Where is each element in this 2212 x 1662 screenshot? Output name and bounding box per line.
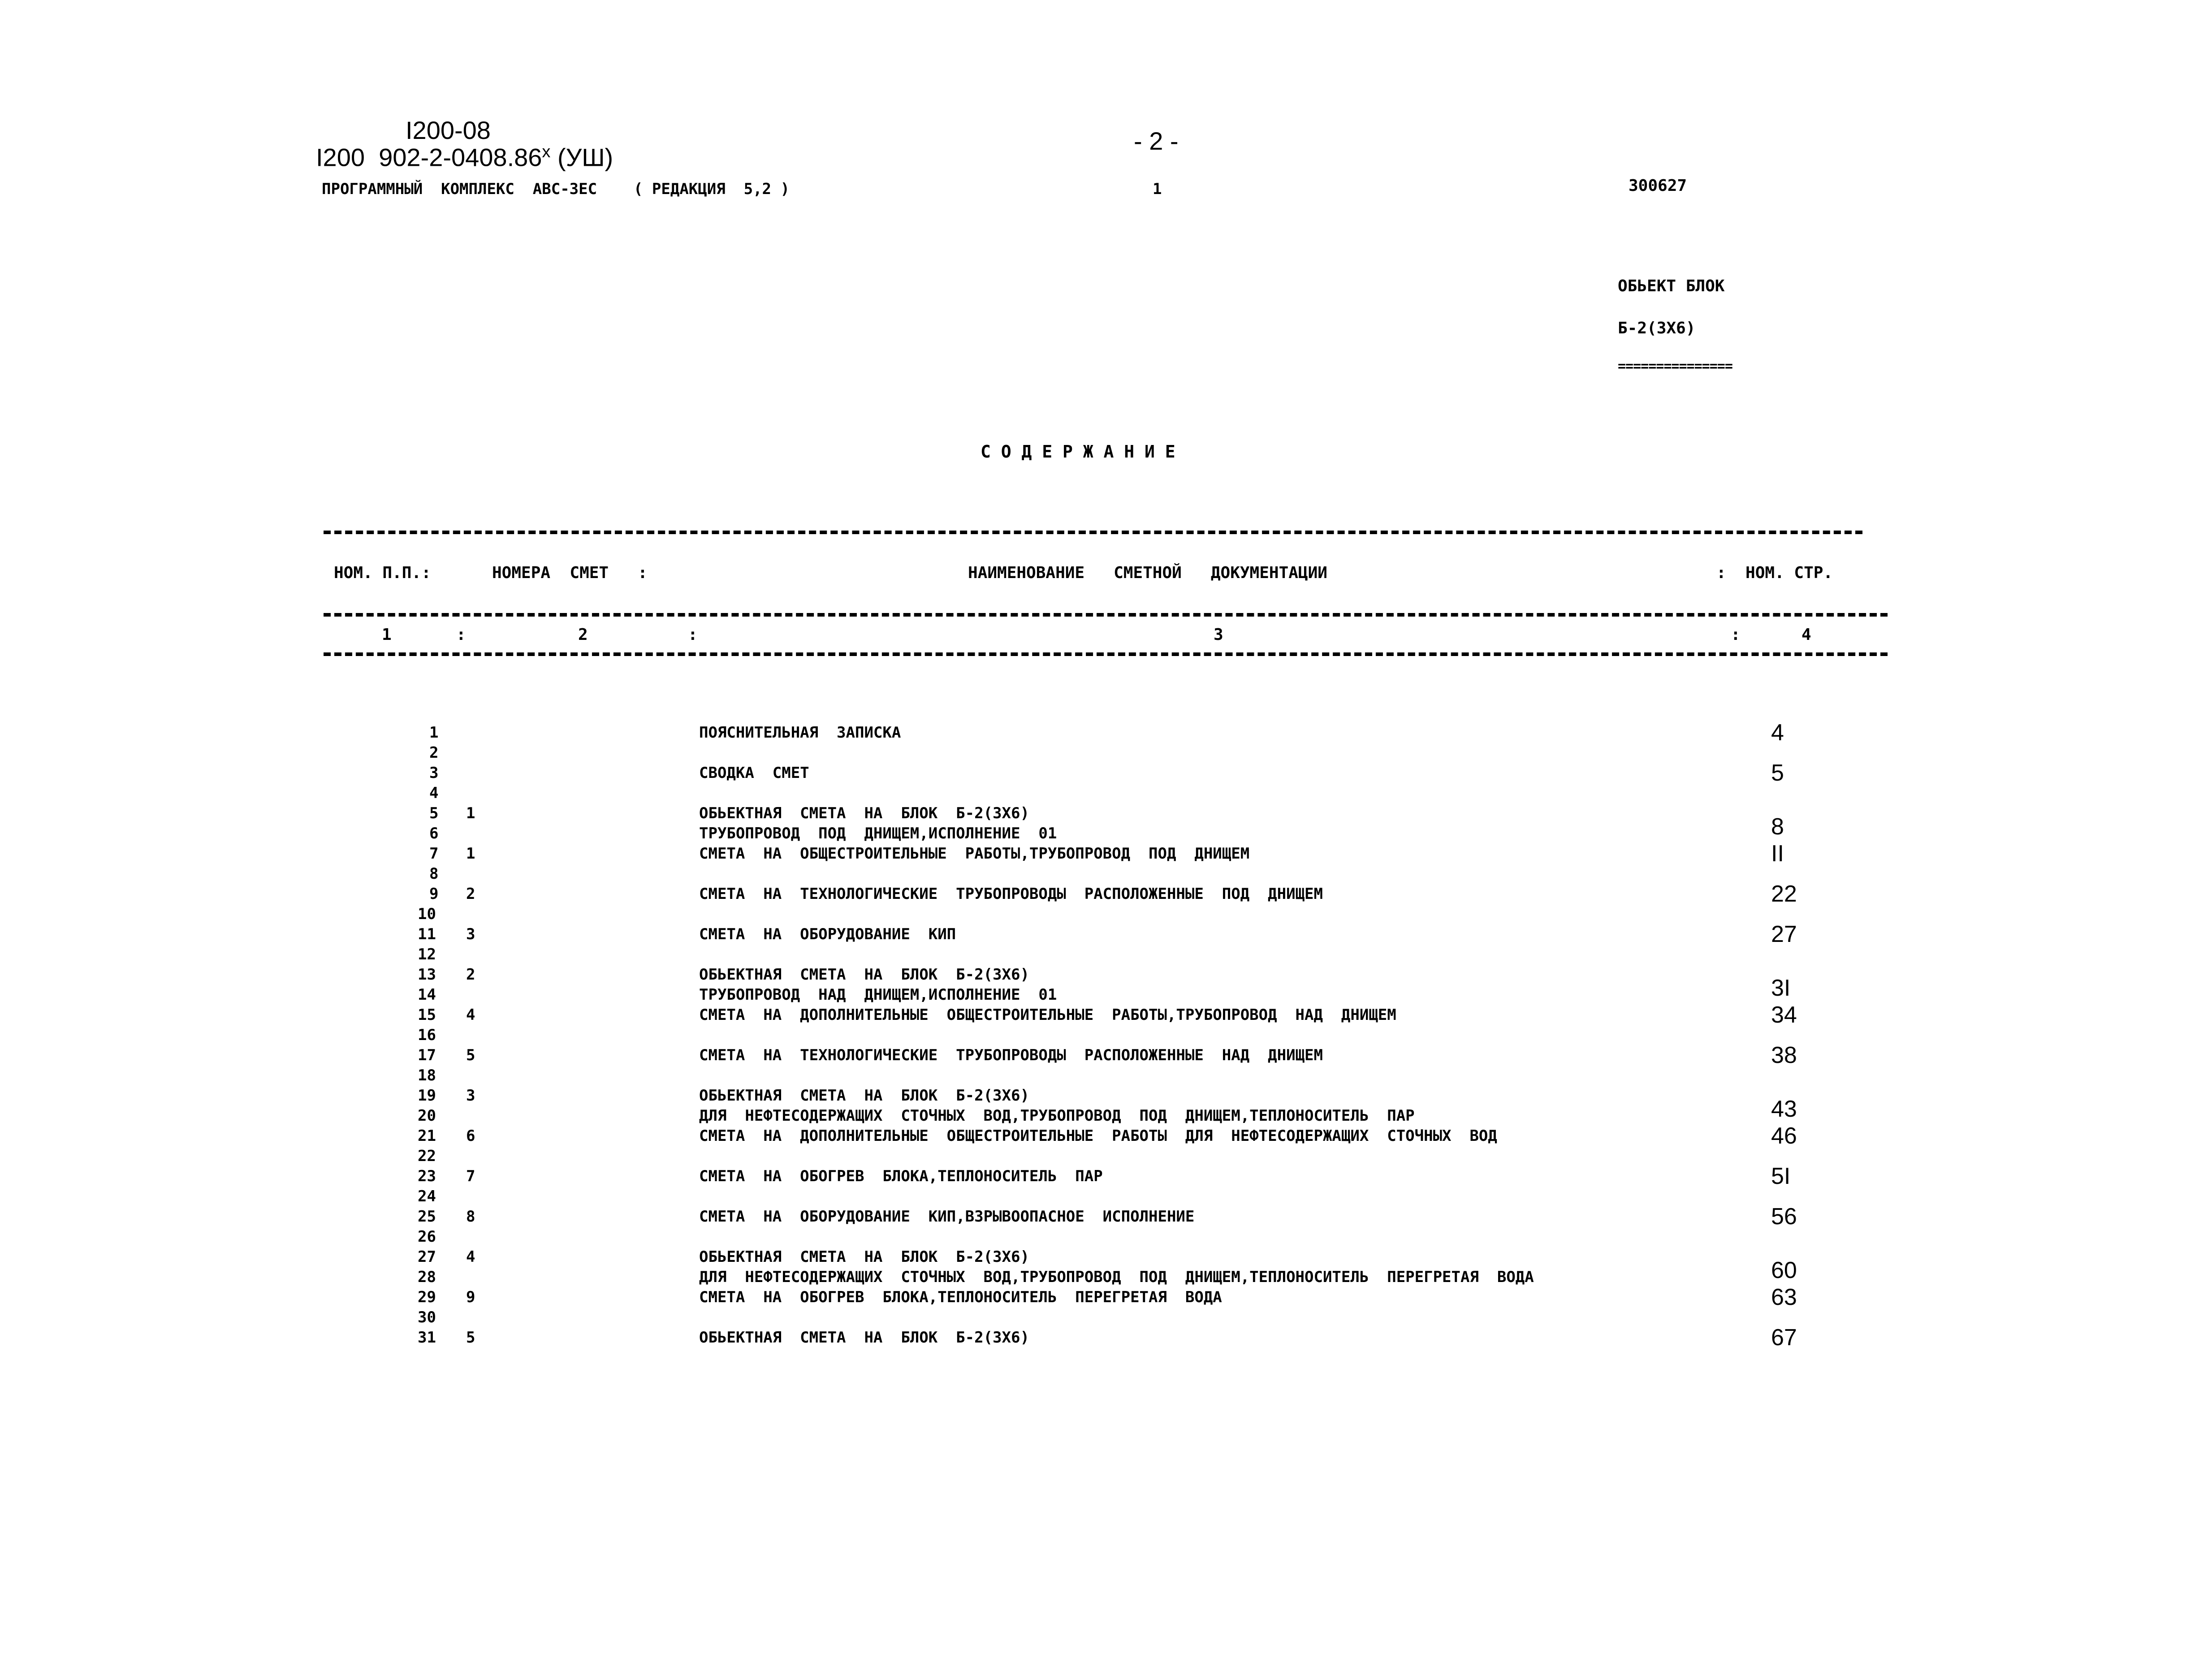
row-page-number: 43 [1771, 1096, 1797, 1122]
row-number: 12 [418, 945, 436, 963]
row-estimate-number: 5 [466, 1046, 475, 1064]
stamp-code-2 [316, 142, 613, 172]
row-subtitle: ТРУБОПРОВОД НАД ДНИЩЕМ,ИСПОЛНЕНИЕ 01 [699, 986, 1057, 1004]
row-estimate-number: 4 [466, 1248, 475, 1266]
row-title: ОБЬЕКТНАЯ СМЕТА НА БЛОК Б-2(3Х6) [699, 1248, 1029, 1266]
row-number: 15 [418, 1006, 436, 1024]
row-page-number: 27 [1771, 921, 1797, 947]
row-number: 30 [418, 1308, 436, 1326]
header-col-name: НАИМЕНОВАНИЕ СМЕТНОЙ ДОКУМЕНТАЦИИ [968, 564, 1327, 582]
column-separator-3: : [1731, 626, 1741, 644]
object-code: Б-2(3Х6) [1618, 319, 1696, 337]
column-number-2: 2 [578, 626, 588, 644]
page-number: - 2 - [1134, 127, 1179, 155]
row-title: СМЕТА НА ТЕХНОЛОГИЧЕСКИЕ ТРУБОПРОВОДЫ РАСПОЛОЖЕННЫЕ ПОД ДНИЩЕМ [699, 885, 1323, 903]
row-title: ОБЬЕКТНАЯ СМЕТА НА БЛОК Б-2(3Х6) [699, 1329, 1029, 1347]
row-page-number: 5I [1771, 1163, 1791, 1189]
row-page-number: 3I [1771, 975, 1791, 1001]
row-estimate-number: 9 [466, 1288, 475, 1306]
row-page-number: 5 [1771, 760, 1784, 786]
row-subtitle: ДЛЯ НЕФТЕСОДЕРЖАЩИХ СТОЧНЫХ ВОД,ТРУБОПРОВОД ПОД ДНИЩЕМ,ТЕПЛОНОСИТЕЛЬ ПЕРЕГРЕТАЯ ВОДА [699, 1268, 1534, 1286]
row-page-number: 60 [1771, 1257, 1797, 1283]
header-rule-middle [324, 613, 1888, 617]
contents-title: С О Д Е Р Ж А Н И Е [981, 442, 1175, 462]
row-estimate-number: 1 [466, 845, 475, 863]
object-title: ОБЬЕКТ БЛОК [1618, 277, 1725, 295]
row-number: 24 [418, 1187, 436, 1205]
row-estimate-number: 4 [466, 1006, 475, 1024]
row-page-number: 4 [1771, 720, 1784, 746]
row-number: 1 [429, 724, 439, 742]
header-col-page: : НОМ. СТР. [1716, 564, 1833, 582]
row-number: 6 [429, 825, 439, 842]
row-title: СМЕТА НА ДОПОЛНИТЕЛЬНЫЕ ОБЩЕСТРОИТЕЛЬНЫЕ РАБОТЫ,ТРУБОПРОВОД НАД ДНИЩЕМ [699, 1006, 1396, 1024]
row-number: 4 [429, 784, 439, 802]
object-underline: =============== [1618, 358, 1732, 374]
row-number: 25 [418, 1208, 436, 1226]
row-number: 27 [418, 1248, 436, 1266]
row-title: ОБЬЕКТНАЯ СМЕТА НА БЛОК Б-2(3Х6) [699, 966, 1029, 984]
row-number: 20 [418, 1107, 436, 1125]
header-rule-top [324, 531, 1862, 534]
row-number: 19 [418, 1087, 436, 1105]
row-estimate-number: 2 [466, 885, 475, 903]
row-title: ОБЬЕКТНАЯ СМЕТА НА БЛОК Б-2(3Х6) [699, 804, 1029, 822]
sheet-number: 1 [1153, 180, 1162, 198]
row-title: СМЕТА НА ОБОРУДОВАНИЕ КИП,ВЗРЫВООПАСНОЕ ИСПОЛНЕНИЕ [699, 1208, 1195, 1226]
row-estimate-number: 5 [466, 1329, 475, 1347]
column-separator-1: : [456, 626, 466, 644]
row-page-number: 46 [1771, 1123, 1797, 1149]
row-estimate-number: 8 [466, 1208, 475, 1226]
row-title: СМЕТА НА ОБОГРЕВ БЛОКА,ТЕПЛОНОСИТЕЛЬ ПАР [699, 1167, 1103, 1185]
row-number: 17 [418, 1046, 436, 1064]
row-estimate-number: 2 [466, 966, 475, 984]
row-estimate-number: 6 [466, 1127, 475, 1145]
row-estimate-number: 3 [466, 1087, 475, 1105]
row-page-number: 8 [1771, 814, 1784, 840]
column-separator-2: : [688, 626, 698, 644]
row-number: 28 [418, 1268, 436, 1286]
row-number: 11 [418, 925, 436, 943]
row-number: 3 [429, 764, 439, 782]
row-title: СМЕТА НА ОБЩЕСТРОИТЕЛЬНЫЕ РАБОТЫ,ТРУБОПРОВОД ПОД ДНИЩЕМ [699, 845, 1250, 863]
row-number: 26 [418, 1228, 436, 1246]
row-page-number: 38 [1771, 1042, 1797, 1068]
row-number: 18 [418, 1066, 436, 1084]
column-number-1: 1 [382, 626, 392, 644]
row-title: СМЕТА НА ТЕХНОЛОГИЧЕСКИЕ ТРУБОПРОВОДЫ РАСПОЛОЖЕННЫЕ НАД ДНИЩЕМ [699, 1046, 1323, 1064]
row-number: 31 [418, 1329, 436, 1347]
row-estimate-number: 1 [466, 804, 475, 822]
stamp-code-2-sup: x [542, 142, 551, 161]
row-number: 14 [418, 986, 436, 1004]
row-number: 13 [418, 966, 436, 984]
row-number: 2 [429, 744, 439, 762]
row-page-number: 22 [1771, 881, 1797, 907]
row-number: 5 [429, 804, 439, 822]
row-number: 23 [418, 1167, 436, 1185]
row-title: СМЕТА НА ДОПОЛНИТЕЛЬНЫЕ ОБЩЕСТРОИТЕЛЬНЫЕ РАБОТЫ ДЛЯ НЕФТЕСОДЕРЖАЩИХ СТОЧНЫХ ВОД [699, 1127, 1497, 1145]
row-page-number: 56 [1771, 1204, 1797, 1230]
column-number-3: 3 [1214, 626, 1223, 644]
row-number: 10 [418, 905, 436, 923]
row-number: 9 [429, 885, 439, 903]
program-header: ПРОГРАММНЫЙ КОМПЛЕКС АВС-3ЕС ( РЕДАКЦИЯ 5,2 ) [322, 180, 790, 198]
row-estimate-number: 3 [466, 925, 475, 943]
document-number: 300627 [1629, 177, 1687, 195]
row-estimate-number: 7 [466, 1167, 475, 1185]
row-title: СМЕТА НА ОБОРУДОВАНИЕ КИП [699, 925, 956, 943]
header-rule-bottom [324, 652, 1888, 656]
row-title: ОБЬЕКТНАЯ СМЕТА НА БЛОК Б-2(3Х6) [699, 1087, 1029, 1105]
header-col-estimates: НОМЕРА СМЕТ : [492, 564, 648, 582]
row-page-number: 34 [1771, 1002, 1797, 1028]
stamp-code-2-main: I200 902-2-0408.86 [316, 143, 542, 172]
row-subtitle: ТРУБОПРОВОД ПОД ДНИЩЕМ,ИСПОЛНЕНИЕ 01 [699, 825, 1057, 842]
column-number-4: 4 [1802, 626, 1811, 644]
row-page-number: 67 [1771, 1325, 1797, 1351]
row-number: 8 [429, 865, 439, 883]
row-title: ПОЯСНИТЕЛЬНАЯ ЗАПИСКА [699, 724, 901, 742]
row-subtitle: ДЛЯ НЕФТЕСОДЕРЖАЩИХ СТОЧНЫХ ВОД,ТРУБОПРОВОД ПОД ДНИЩЕМ,ТЕПЛОНОСИТЕЛЬ ПАР [699, 1107, 1415, 1125]
row-number: 29 [418, 1288, 436, 1306]
row-number: 16 [418, 1026, 436, 1044]
stamp-code-2-suffix: (УШ) [557, 143, 613, 172]
row-number: 21 [418, 1127, 436, 1145]
row-number: 22 [418, 1147, 436, 1165]
row-page-number: II [1771, 841, 1784, 867]
row-title: СМЕТА НА ОБОГРЕВ БЛОКА,ТЕПЛОНОСИТЕЛЬ ПЕРЕГРЕТАЯ ВОДА [699, 1288, 1222, 1306]
header-col-number: НОМ. П.П.: [334, 564, 431, 582]
stamp-code-1: I200-08 [406, 116, 491, 144]
row-page-number: 63 [1771, 1284, 1797, 1310]
row-title: СВОДКА СМЕТ [699, 764, 809, 782]
row-number: 7 [429, 845, 439, 863]
